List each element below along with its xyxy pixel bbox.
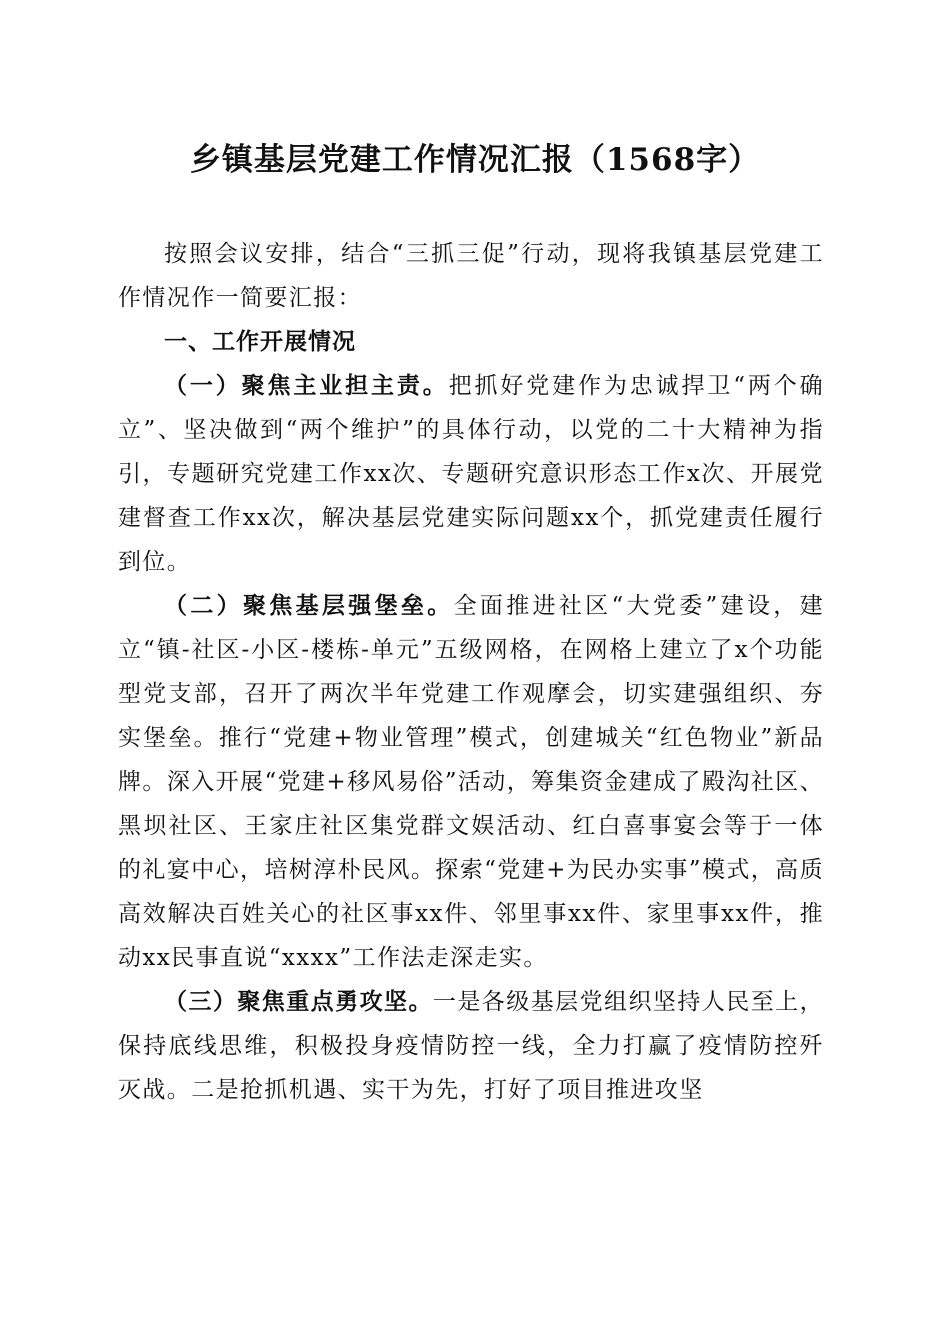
paragraph-1 [118, 364, 824, 584]
paragraph-2 [118, 584, 824, 980]
paragraph-3-lead: （三）聚焦重点勇攻坚。 [164, 988, 433, 1015]
paragraph-3 [118, 980, 824, 1112]
paragraph-3-text: 一是各级基层党组织坚持人民至上，保持底线思维，积极投身疫情防控一线，全力打赢了疫情防控歼灭战。二是抢抓机遇、实干为先，打好了项目推进攻坚 [118, 989, 824, 1103]
paragraph-2-lead: （二）聚焦基层强堡垒。 [164, 592, 454, 619]
document-title: 乡镇基层党建工作情况汇报（1568字） [189, 142, 761, 178]
section-heading: 一、工作开展情况 [164, 329, 356, 355]
document-body [118, 232, 824, 1112]
paragraph-1-lead: （一）聚焦主业担主责。 [164, 372, 449, 399]
paragraph-1-text: 把抓好党建作为忠诚捍卫“两个确立”、坚决做到“两个维护”的具体行动，以党的二十大精神为指引，专题研究党建工作xx次、专题研究意识形态工作x次、开展党建督查工作xx次，解决基层党建实际问题xx个，抓党建责任履行到位。 [118, 373, 824, 575]
paragraph-2-text: 全面推进社区“大党委”建设，建立“镇-社区-小区-楼栋-单元”五级网格，在网格上建立了x个功能型党支部，召开了两次半年党建工作观摩会，切实建强组织、夯实堡垒。推行“党建+物业管理”模式，创建城关“红色物业”新品牌。深入开展“党建+移风易俗”活动，筹集资金建成了殿沟社区、黑坝社区、王家庄社区集党群文娱活动、红白喜事宴会等于一体的礼宴中心，培树淳朴民风。探索“党建+为民办实事”模式，高质高效解决百姓关心的社区事xx件、邻里事xx件、家里事xx件，推动xx民事直说“xxxx”工作法走深走实。 [118, 593, 824, 971]
intro-paragraph: 按照会议安排，结合“三抓三促”行动，现将我镇基层党建工作情况作一简要汇报： [118, 241, 824, 311]
